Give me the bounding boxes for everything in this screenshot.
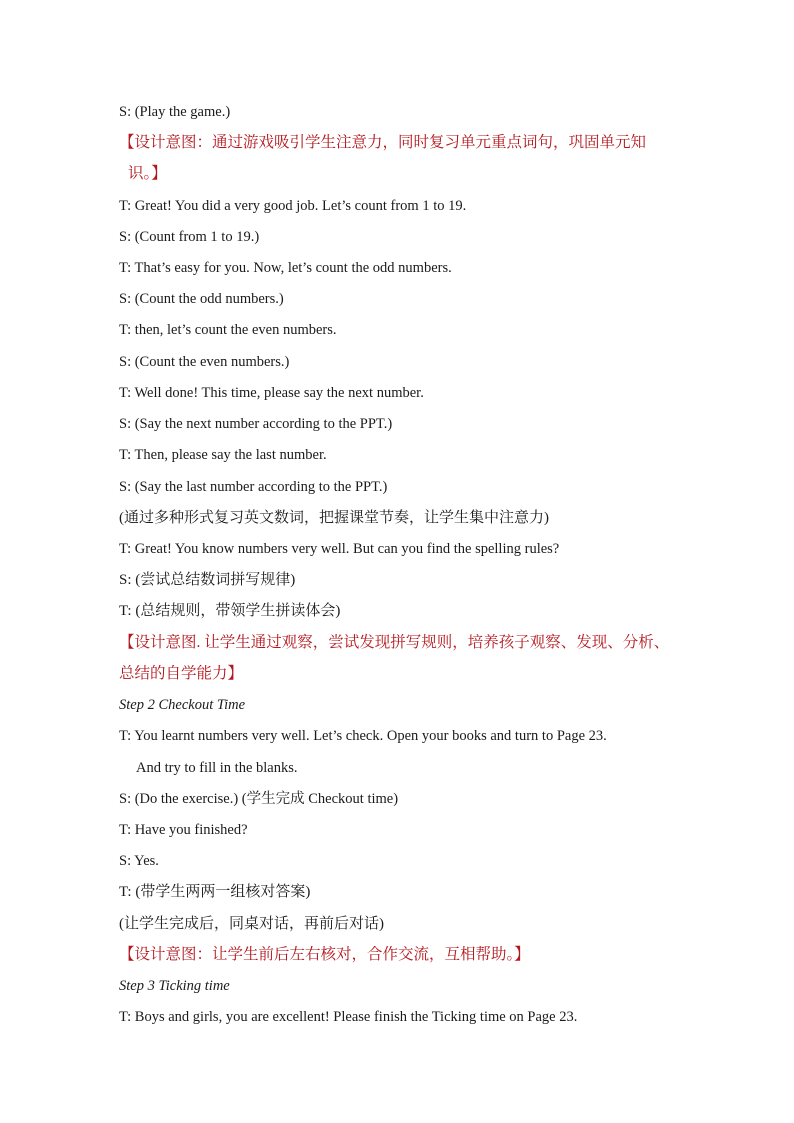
dialogue-line: S: (Say the last number according to the PPT.) [119, 479, 388, 495]
dialogue-line: T: Great! You did a very good job. Let’s count from 1 to 19. [119, 198, 467, 214]
design-intent-note: 【设计意图：通过游戏吸引学生注意力，同时复习单元重点词句，巩固单元知 [119, 134, 647, 151]
dialogue-line: S: (Play the game.) [119, 104, 231, 120]
design-intent-note-cont: 识。】 [128, 165, 167, 182]
dialogue-line: T: (带学生两两一组核对答案) [119, 884, 311, 900]
step-heading: Step 2 Checkout Time [119, 697, 246, 713]
design-intent-note-cont: 总结的自学能力】 [119, 665, 244, 682]
dialogue-line: S: (Count the odd numbers.) [119, 291, 284, 307]
dialogue-line: S: (Say the next number according to the PPT.) [119, 416, 393, 432]
dialogue-line: S: (Count the even numbers.) [119, 354, 290, 370]
dialogue-line: T: Then, please say the last number. [119, 447, 327, 463]
dialogue-line: T: (总结规则，带领学生拼读体会) [119, 603, 341, 619]
dialogue-line: S: (Do the exercise.) (学生完成 Checkout time) [119, 791, 399, 807]
dialogue-line: T: Great! You know numbers very well. But can you find the spelling rules? [119, 541, 560, 557]
dialogue-line-cont: And try to fill in the blanks. [136, 760, 298, 776]
step-heading: Step 3 Ticking time [119, 978, 230, 994]
dialogue-line: T: Have you finished? [119, 822, 248, 838]
design-intent-note: 【设计意图. 让学生通过观察，尝试发现拼写规则，培养孩子观察、发现、分析、 [119, 634, 670, 651]
dialogue-line: S: (尝试总结数词拼写规律) [119, 572, 296, 588]
dialogue-line: S: (Count from 1 to 19.) [119, 229, 260, 245]
dialogue-line: T: Boys and girls, you are excellent! Please finish the Ticking time on Page 23. [119, 1009, 578, 1025]
dialogue-line: T: Well done! This time, please say the next number. [119, 385, 424, 401]
teaching-note: (通过多种形式复习英文数词，把握课堂节奏，让学生集中注意力) [119, 510, 549, 526]
dialogue-line: T: You learnt numbers very well. Let’s check. Open your books and turn to Page 23. [119, 728, 607, 744]
dialogue-line: S: Yes. [119, 853, 159, 869]
teaching-note: (让学生完成后，同桌对话，再前后对话) [119, 916, 384, 932]
dialogue-line: T: then, let’s count the even numbers. [119, 322, 337, 338]
dialogue-line: T: That’s easy for you. Now, let’s count the odd numbers. [119, 260, 452, 276]
design-intent-note: 【设计意图：让学生前后左右核对，合作交流，互相帮助。】 [119, 946, 530, 963]
